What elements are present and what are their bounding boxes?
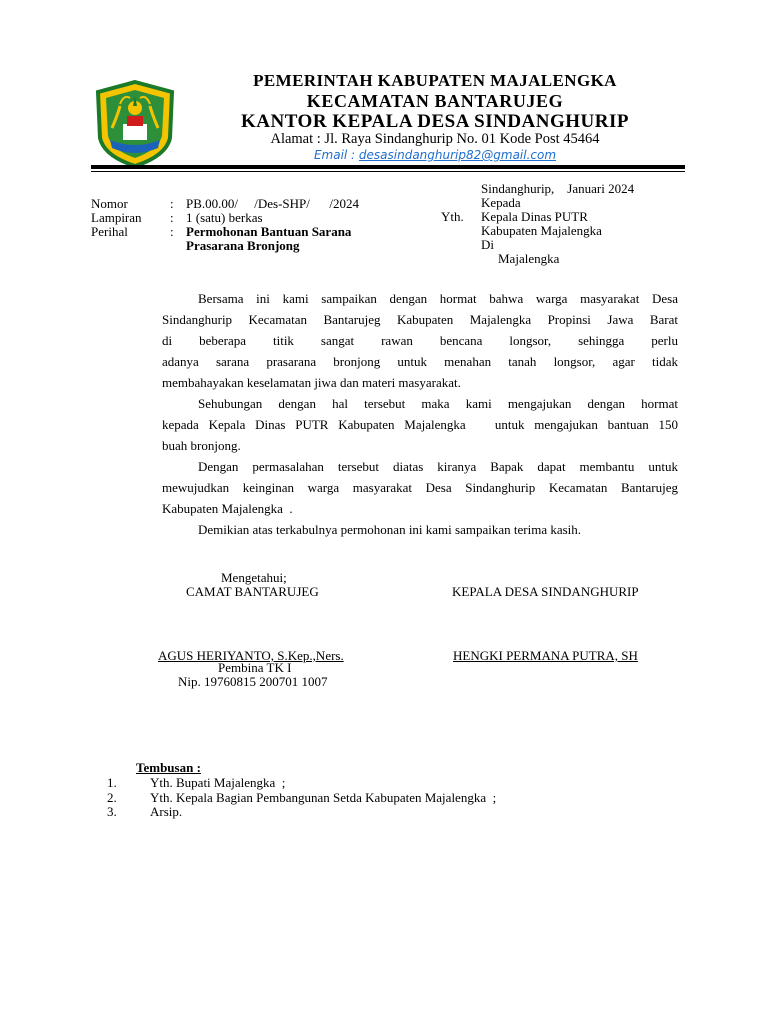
perihal-colon: : bbox=[170, 224, 174, 239]
body-p2-line3: buah bronjong. bbox=[162, 438, 241, 453]
body-p4-line1: Demikian atas terkabulnya permohonan ini kami sampaikan terima kasih. bbox=[198, 522, 582, 537]
body-p1-line4: adanya sarana prasarana bronjong untuk menahan tanah longsor, agar tidak bbox=[162, 354, 678, 369]
lampiran-label: Lampiran bbox=[91, 210, 142, 225]
tembusan-heading: Tembusan : bbox=[136, 760, 201, 775]
body-paragraph-3 bbox=[162, 456, 678, 519]
camat-nip: Nip. 19760815 200701 1007 bbox=[178, 674, 328, 689]
body-paragraph-1 bbox=[162, 288, 678, 393]
body-paragraph-2 bbox=[162, 393, 678, 456]
place-date: Sindanghurip, Januari 2024 bbox=[481, 181, 635, 196]
body-p2-line2: kepada Kepala Dinas PUTR Kabupaten Majalengka untuk mengajukan bantuan 150 bbox=[162, 417, 678, 432]
letterhead-email bbox=[190, 148, 680, 162]
tembusan-num-3: 3. bbox=[107, 804, 117, 819]
tembusan-item-2: Yth. Kepala Bagian Pembangunan Setda Kabupaten Majalengka ; bbox=[150, 790, 497, 805]
letterhead-government: PEMERINTAH KABUPATEN MAJALENGKA bbox=[253, 71, 617, 90]
letterhead-office: KANTOR KEPALA DESA SINDANGHURIP bbox=[241, 111, 629, 132]
tembusan-num-2: 2. bbox=[107, 790, 117, 805]
nomor-value: PB.00.00/ /Des-SHP/ /2024 bbox=[186, 196, 359, 211]
acknowledge-label: Mengetahui; bbox=[221, 570, 287, 585]
camat-rank: Pembina TK I bbox=[218, 660, 292, 675]
tembusan-item-1: Yth. Bupati Majalengka ; bbox=[150, 775, 286, 790]
perihal-value-line1: Permohonan Bantuan Sarana bbox=[186, 224, 352, 239]
lampiran-value: 1 (satu) berkas bbox=[186, 210, 263, 225]
body-p3-line3: Kabupaten Majalengka . bbox=[162, 501, 293, 516]
email-label: Email : bbox=[313, 148, 359, 162]
letterhead-district: KECAMATAN BANTARUJEG bbox=[306, 91, 564, 111]
body-p1-line5: membahayakan keselamatan jiwa dan materi masyarakat. bbox=[162, 375, 461, 390]
kades-name: HENGKI PERMANA PUTRA, SH bbox=[453, 648, 638, 663]
camat-title: CAMAT BANTARUJEG bbox=[186, 584, 319, 599]
recipient-di: Di bbox=[481, 237, 494, 252]
body-p1-line2: Sindanghurip Kecamatan Bantarujeg Kabupaten Majalengka Propinsi Jawa Barat bbox=[162, 312, 678, 327]
nomor-colon: : bbox=[170, 196, 174, 211]
perihal-label: Perihal bbox=[91, 224, 128, 239]
tembusan-item-3: Arsip. bbox=[150, 804, 183, 819]
body-p1-line3: di beberapa titik sangat rawan bencana longsor, sehingga perlu bbox=[162, 333, 678, 348]
recipient-line1: Kepala Dinas PUTR bbox=[481, 209, 588, 224]
tembusan-num-1: 1. bbox=[107, 775, 117, 790]
body-p3-line1: Dengan permasalahan tersebut diatas kiranya Bapak dapat membantu untuk bbox=[198, 459, 678, 474]
body-p1-line1: Bersama ini kami sampaikan dengan hormat bahwa warga masyarakat Desa bbox=[198, 291, 678, 306]
majalengka-emblem-icon bbox=[90, 78, 180, 168]
perihal-value-line2: Prasarana Bronjong bbox=[186, 238, 300, 253]
letterhead-address: Alamat : Jl. Raya Sindanghurip No. 01 Kode Post 45464 bbox=[270, 131, 600, 147]
camat-name: AGUS HERIYANTO, S.Kep.,Ners. bbox=[158, 648, 344, 663]
nomor-label: Nomor bbox=[91, 196, 128, 211]
email-link[interactable]: desasindanghurip82@gmail.com bbox=[358, 148, 557, 162]
lampiran-colon: : bbox=[170, 210, 174, 225]
yth-label: Yth. bbox=[441, 209, 464, 224]
recipient-city: Majalengka bbox=[498, 251, 560, 266]
body-paragraph-4 bbox=[162, 519, 678, 540]
body-p2-line1: Sehubungan dengan hal tersebut maka kami mengajukan dengan hormat bbox=[198, 396, 678, 411]
kepada-label: Kepada bbox=[481, 195, 521, 210]
kades-title: KEPALA DESA SINDANGHURIP bbox=[452, 584, 639, 599]
body-p3-line2: mewujudkan keinginan warga masyarakat Desa Sindanghurip Kecamatan Bantarujeg bbox=[162, 480, 678, 495]
letterhead-rule-thin bbox=[91, 171, 685, 172]
letterhead-rule-thick bbox=[91, 165, 685, 169]
recipient-line2: Kabupaten Majalengka bbox=[481, 223, 602, 238]
